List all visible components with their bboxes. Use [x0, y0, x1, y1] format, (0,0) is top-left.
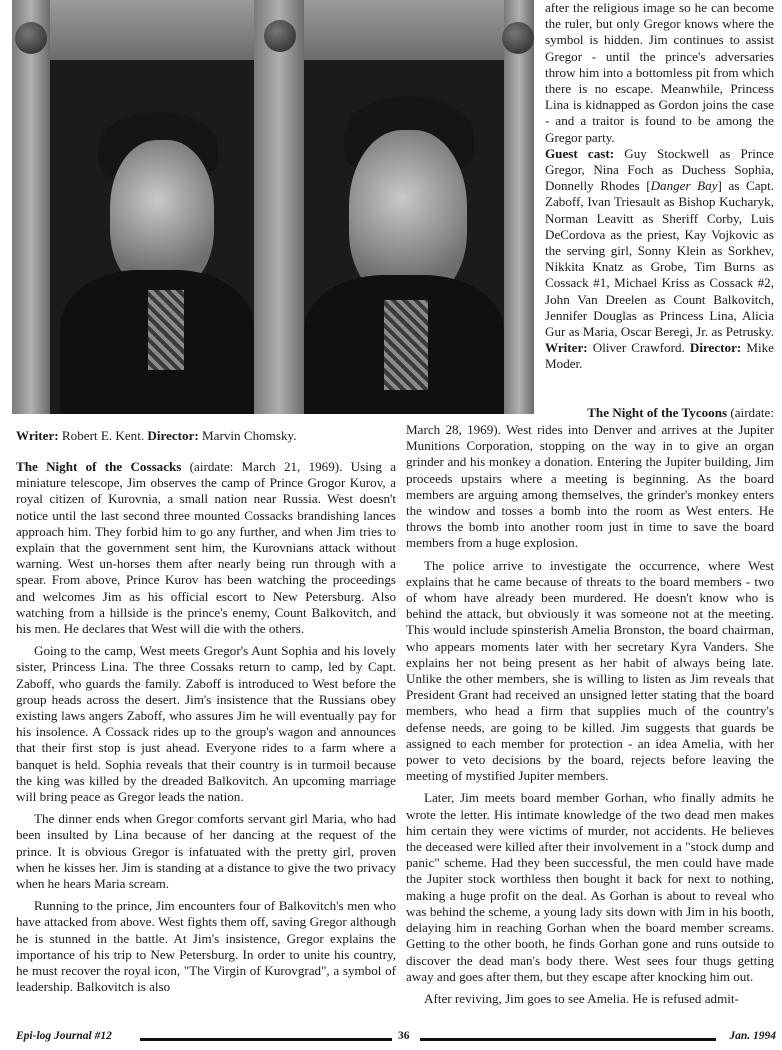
right-window-opening: [304, 60, 504, 414]
tycoons-paragraph: Later, Jim meets board member Gorhan, who finally admits he wrote the letter. His intimate knowledge of the two dead men makes him certain they were victims of murder, not accidents. He believes the deceased were killed after their involvement in a "stock dump and panic" scheme. Had they been successful, the men could have made the Jupiter stock worthless then bought it back for next to nothing, making a huge profit on the deal. As Gorhan is about to reveal who was behind the scheme, a young lady sits down with Jim in his booth, delaying him in reaching Gorhan when the board member screams. Getting to the other booth, he finds Gorhan gone and runs outside to discover the dead man's body there. West sees four thugs getting away and goes after them, but they escape after knocking him out.: [406, 790, 774, 984]
right-post: [504, 0, 534, 414]
rivet: [264, 20, 296, 52]
rivet: [502, 22, 534, 54]
writer-name: Oliver Crawford.: [587, 340, 685, 356]
cossacks-paragraph: Going to the camp, West meets Gregor's Aunt Sophia and his lovely sister, Princess Lina. The three Cossaks return to camp, led by Capt. Zaboff, who guards the family. Zaboff is introduced to West before the group heads across the desert. Jim's insistence that the Russians obey existing laws angers Zaboff, who assures Jim he will eventually pay for his insolence. A Cossack rides up to the group's wagon and announces that their first stop is just ahead. Everyone rides to a farm where a banquet is held. Sophia reveals that their country is in turmoil because the king was killed by the dreaded Balkovitch. An upcoming marriage will bring peace as Gregor leads the nation.: [16, 643, 396, 805]
writer-name: Robert E. Kent.: [58, 428, 148, 443]
page-number: 36: [398, 1030, 410, 1042]
journal-name: Epi-log Journal #12: [16, 1030, 112, 1042]
cossacks-paragraph: Running to the prince, Jim encounters four of Balkovitch's men who have attacked from above. West fights them off, saving Gregor although he is stunned in the battle. At Jim's insistence, Gregor explains the importance of his trip to New Petersburg. In order to unite his country, he must recover the royal icon, "The Virgin of Kurovgrad", a symbol of leadership. Balkovitch is also: [16, 898, 396, 995]
footer-rule: [420, 1038, 716, 1041]
tycoons-paragraph: After reviving, Jim goes to see Amelia. He is refused admit-: [424, 990, 739, 1006]
left-window-opening: [50, 60, 254, 414]
previous-episode-credits: [16, 428, 396, 444]
tycoons-paragraph: The police arrive to investigate the occurrence, where West explains that he came because of threats to the board members - two of whom have already been murdered. He doesn't know who is behind the attack, but obviously it was someone not at the meeting. This would include spinsterish Amelia Bronston, the board chairman, who appears moments later with her secretary Kyra Vanders. She explains her not being present as her habit of always being late. Unlike the other members, she is willing to listen as Jim reveals that President Grant had received an unsigned letter stating that the board members, who head a firm that supplies much of the country's defense needs, are going to be killed. Jim suggests that guards be assigned to each member for protection - an idea Amelia, with her power to veto decisions by the board, rejects before leaving the meeting of mystified Jupiter members.: [406, 557, 774, 784]
guest-cast-show-title: Danger Bay: [650, 178, 718, 194]
director-label: Director:: [689, 340, 742, 356]
right-man-cravat: [384, 300, 428, 390]
cossacks-paragraph: [16, 459, 396, 637]
left-post: [12, 0, 50, 414]
issue-date: Jan. 1994: [729, 1030, 776, 1042]
center-post: [254, 0, 304, 414]
guest-cast-label: Guest cast:: [545, 145, 615, 161]
tycoons-title: The Night of the Tycoons: [587, 405, 728, 420]
cossacks-paragraph: The dinner ends when Gregor comforts servant girl Maria, who had been insulted by Lina because of her dancing at the request of the prince. It is obvious Gregor is infatuated with the pretty girl, proven when he kisses her. Jim is standing at a distance to give the two privacy when he hears Maria scream.: [16, 811, 396, 892]
cossacks-title: The Night of the Cossacks: [16, 459, 182, 474]
cossacks-paragraph-text: (airdate: March 21, 1969). Using a miniature telescope, Jim observes the camp of Prince Grogor Kurov, a royal citizen of Kurovnia, a small nation near Russia. West doesn't notice until the last second three mounted Cossacks brandishing lances approach him. They forbid him to go any further, and when Jim tries to explain that the government sent him, the Kurovnians attack without warning. West un-horses them after nearly being run through with a spear. From above, Prince Kurov has been watching the proceedings and welcomes Jim as his official escort to New Petersburg. Also watching from a hillside is the prince's enemy, Count Balkovitch, and his men. He declares that West will die with the others.: [16, 459, 397, 637]
middle-column: [406, 422, 774, 1007]
director-label: Director:: [147, 428, 199, 443]
tycoons-airdate-label: (airdate:: [727, 405, 774, 420]
guest-cast-credits: [545, 146, 774, 373]
director-name: Mike Moder.: [545, 340, 774, 372]
left-man-cravat: [148, 290, 184, 370]
tycoons-episode-heading: [548, 405, 774, 421]
tycoons-paragraph: March 28, 1969). West rides into Denver and arrives at the Jupiter Munitions Corporation, stopping on the way in to give an organ grinder and his monkey a donation. Entering the Jupiter building, Jim proceeds upstairs where a meeting is beginning. As the board members are arguing among themselves, the grinder's monkey enters the window and tosses a bomb into the room as West enters. He throws the bomb into another room just in time to save the board members from a huge explosion.: [406, 422, 774, 551]
page-footer: [16, 1028, 776, 1046]
right-column: [545, 0, 774, 373]
two-men-behind-bars-photo: [12, 0, 534, 414]
director-name: Marvin Chomsky.: [198, 428, 297, 443]
left-column: [16, 459, 396, 996]
footer-rule: [140, 1038, 392, 1041]
writer-label: Writer:: [545, 340, 588, 356]
guest-cast-text: ] as Capt. Zaboff, Ivan Triesault as Bishop Kucharyk, Norman Leavitt as Sheriff Corby, Luis DeCordova as the priest, Kay Vojkovic as the serving girl, Sonny Klein as Sorkhev, Nikkita Knatz as Grobe, Tim Burns as Cossack #1, Michael Kriss as Cossack #2, John Van Dreelen as Count Balkovitch, Jennifer Douglas as Princess Lina, Alicia Gur as Maria, Oscar Beregi, Jr. as Petrusky.: [545, 178, 775, 340]
guest-cast-text: Guy Stockwell as Prince Gregor, Nina Foch as Duchess Sophia, Donnelly Rhodes [: [545, 145, 774, 194]
cossacks-plot-continued: after the religious image so he can become the ruler, but only Gregor knows where the symbol is hidden. Jim continues to assist Gregor - until the prince's adversaries throw him into a bottomless pit from which there is no escape. Meanwhile, Princess Lina is kidnapped as Gordon joins the case - and a traitor is found to be among the Gregor party.: [545, 0, 774, 145]
left-man-face: [110, 140, 214, 290]
rivet: [15, 22, 47, 54]
writer-label: Writer:: [16, 428, 59, 443]
